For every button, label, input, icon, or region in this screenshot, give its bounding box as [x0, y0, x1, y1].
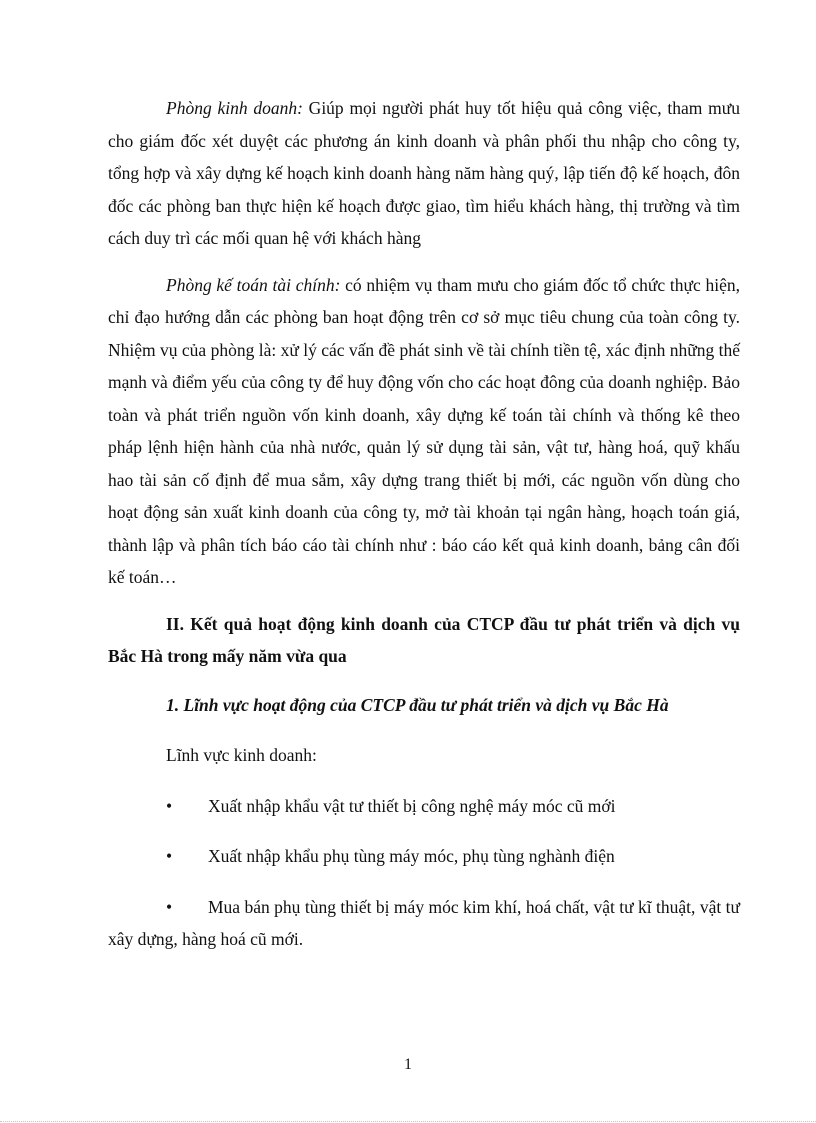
paragraph-lead-finance-department: Phòng kế toán tài chính: — [166, 274, 341, 295]
list-item-text: Mua bán phụ tùng thiết bị máy móc kim khí, hoá chất, vật tư kĩ thuật, vật tư xây dựng, hàng hoá cũ mới. — [108, 896, 740, 949]
bullet-icon: • — [166, 795, 173, 816]
business-fields-intro: Lĩnh vực kinh doanh: — [166, 745, 317, 765]
paragraph-finance-department — [108, 269, 740, 594]
list-item-text: Xuất nhập khẩu vật tư thiết bị công nghệ máy móc cũ mới — [208, 795, 616, 816]
paragraph-lead-business-department: Phòng kinh doanh: — [166, 98, 303, 118]
list-item-text: Xuất nhập khẩu phụ tùng máy móc, phụ tùng nghành điện — [208, 846, 615, 866]
paragraph-text-finance-department: có nhiệm vụ tham mưu cho giám đốc tổ chức thực hiện, chỉ đạo hướng dẫn các phòng ban hoạt động trên cơ sở mục tiêu chung của toàn công ty. Nhiệm vụ của phòng là: xử lý các vấn đề phát sinh về tài chính tiền tệ, xác định những thế mạnh và điểm yếu của công ty để huy động vốn cho các hoạt đông của doanh nghiệp. Bảo toàn và phát triển nguồn vốn kinh doanh, xây dựng kế toán tài chính và thống kê theo pháp lệnh hiện hành của nhà nước, quản lý sử dụng tài sản, vật tư, hàng hoá, quỹ khấu hao tài sản cố định để mua sắm, xây dựng trang thiết bị mới, các nguồn vốn dùng cho hoạt động sản xuất kinh doanh của công ty, mở tài khoản tại ngân hàng, hoạch toán giá, thành lập và phân tích báo cáo tài chính như : báo cáo kết quả kinh doanh, bảng cân đối kế toán… — [108, 274, 740, 587]
paragraph-text-business-department: Giúp mọi người phát huy tốt hiệu quả công việc, tham mưu cho giám đốc xét duyệt các phương án kinh doanh và phân phối thu nhập cho công ty, tổng hợp và xây dựng kế hoạch kinh doanh hàng năm hàng quý, lập tiến độ kế hoạch, đôn đốc các phòng ban thực hiện kế hoạch được giao, tìm hiểu khách hàng, thị trường và tìm cách duy trì các mối quan hệ với khách hàng — [108, 98, 740, 248]
section-heading: II. Kết quả hoạt động kinh doanh của CTCP đầu tư phát triển và dịch vụ Bắc Hà trong mấy năm vừa qua — [108, 613, 740, 666]
page-content — [108, 92, 740, 974]
list-item — [108, 840, 740, 873]
page-number: 1 — [404, 1056, 412, 1073]
list-item — [108, 891, 740, 956]
bullet-icon: • — [166, 846, 173, 866]
business-fields-list — [108, 790, 740, 956]
paragraph-business-department — [108, 92, 740, 255]
page-bottom-divider — [0, 1121, 816, 1122]
list-item — [108, 790, 740, 823]
subsection-heading: 1. Lĩnh vực hoạt động của CTCP đầu tư phát triển và dịch vụ Bắc Hà — [166, 694, 669, 715]
bullet-icon: • — [166, 896, 173, 917]
